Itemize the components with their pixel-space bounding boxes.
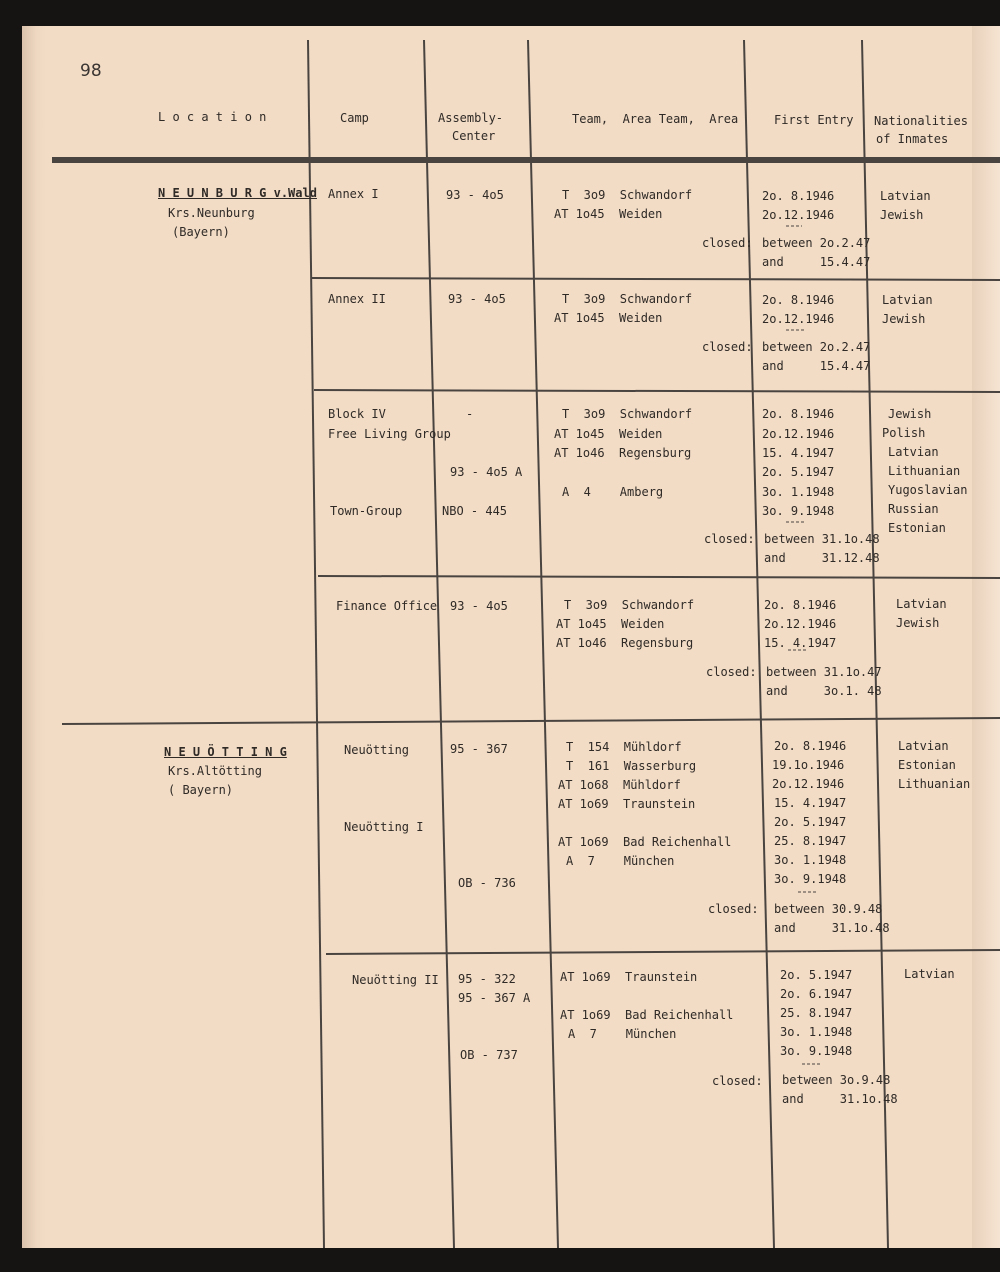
camp-name: Free Living Group (328, 427, 451, 441)
team-line: T 154 Mühldorf (566, 740, 682, 754)
camp-name: Neuötting II (352, 973, 439, 987)
assembly-center: 95 - 322 (458, 972, 516, 986)
location-kreis: Krs.Altötting (168, 764, 262, 778)
header-nationalities: Nationalities (874, 114, 968, 128)
entry-date: 2o. 8.1946 (764, 598, 837, 612)
entry-date: and 31.1o.48 (782, 1092, 898, 1106)
entry-date: 25. 8.1947 (780, 1006, 853, 1020)
assembly-center: 93 - 4o5 (448, 292, 506, 306)
entry-date: 2o.12.1946 (772, 777, 845, 791)
closed-label: closed: (706, 665, 757, 679)
nationality: Estonian (898, 758, 956, 772)
entry-date: 3o. 9.1948 (774, 872, 847, 886)
entry-date: 2o.12.1946 (762, 208, 835, 222)
header-assembly-2: Center (452, 129, 496, 143)
closed-label: closed: (702, 340, 753, 354)
entry-date: between 2o.2.47 (762, 236, 871, 250)
nationality: Latvian (882, 293, 933, 307)
camp-name: Neuötting I (344, 820, 424, 834)
entry-date: 2o. 8.1946 (762, 407, 835, 421)
location-kreis: Krs.Neunburg (168, 206, 255, 220)
assembly-center: NBO - 445 (442, 504, 508, 518)
camp-name: Finance Office (336, 599, 438, 613)
nationality: Latvian (898, 739, 949, 753)
entry-date: 2o.12.1946 (762, 312, 835, 326)
team-line: AT 1o45 Weiden (554, 427, 663, 441)
team-line: AT 1o69 Bad Reichenhall (558, 835, 732, 849)
team-line: AT 1o45 Weiden (554, 207, 663, 221)
entry-date: and 15.4.47 (762, 255, 871, 269)
assembly-center: 93 - 4o5 (450, 599, 508, 613)
entry-date: 2o. 5.1947 (762, 465, 835, 479)
nationality: Latvian (888, 445, 939, 459)
nationality: Yugoslavian (888, 483, 968, 497)
entry-date: 3o. 9.1948 (780, 1044, 853, 1058)
team-line: T 3o9 Schwandorf (562, 407, 693, 421)
camp-name: Block IV (328, 407, 386, 421)
nationality: Latvian (880, 189, 931, 203)
nationality: Estonian (888, 521, 946, 535)
team-line: AT 1o46 Regensburg (556, 636, 694, 650)
entry-date: 15. 4.1947 (774, 796, 847, 810)
header-location: L o c a t i o n (158, 110, 267, 124)
camp-name: Annex I (328, 187, 379, 201)
assembly-center: 93 - 4o5 A (450, 465, 523, 479)
header-assembly: Assembly- (438, 111, 504, 125)
entry-date: 15. 4.1947 (764, 636, 837, 650)
camp-name: Town-Group (330, 504, 403, 518)
camp-name: Annex II (328, 292, 386, 306)
team-line: AT 1o68 Mühldorf (558, 778, 681, 792)
nationality: Russian (888, 502, 939, 516)
entry-date: 2o. 5.1947 (774, 815, 847, 829)
team-line: T 3o9 Schwandorf (564, 598, 695, 612)
header-camp: Camp (340, 111, 369, 125)
team-line: AT 1o45 Weiden (556, 617, 665, 631)
entry-date: and 31.12.48 (764, 551, 880, 565)
entry-date: 3o. 1.1948 (780, 1025, 853, 1039)
assembly-center: OB - 736 (458, 876, 516, 890)
team-line: T 3o9 Schwandorf (562, 292, 693, 306)
entry-date: and 3o.1. 48 (766, 684, 882, 698)
team-line: T 3o9 Schwandorf (562, 188, 693, 202)
team-line: AT 1o46 Regensburg (554, 446, 692, 460)
closed-label: closed: (702, 236, 753, 250)
entry-date: 2o. 6.1947 (780, 987, 853, 1001)
entry-date: 3o. 1.1948 (762, 485, 835, 499)
entry-date: 19.1o.1946 (772, 758, 845, 772)
team-line: A 7 München (566, 854, 675, 868)
entry-date: 25. 8.1947 (774, 834, 847, 848)
entry-date: between 31.1o.48 (764, 532, 880, 546)
assembly-center: 93 - 4o5 (446, 188, 504, 202)
nationality: Lithuanian (898, 777, 971, 791)
entry-date: 15. 4.1947 (762, 446, 835, 460)
location-land: ( Bayern) (168, 783, 234, 797)
team-line: T 161 Wasserburg (566, 759, 697, 773)
entry-date: 2o. 5.1947 (780, 968, 853, 982)
nationality: Lithuanian (888, 464, 961, 478)
entry-date: 2o. 8.1946 (762, 293, 835, 307)
team-line: AT 1o69 Traunstein (560, 970, 698, 984)
header-first-entry: First Entry (774, 113, 854, 127)
entry-date: 3o. 9.1948 (762, 504, 835, 518)
entry-date: 2o.12.1946 (764, 617, 837, 631)
document-page (22, 26, 1000, 1248)
entry-date: between 3o.9.48 (782, 1073, 891, 1087)
team-line: AT 1o69 Bad Reichenhall (560, 1008, 734, 1022)
team-line: A 7 München (568, 1027, 677, 1041)
nationality: Jewish (880, 208, 924, 222)
entry-date: between 30.9.48 (774, 902, 883, 916)
closed-label: closed: (708, 902, 759, 916)
assembly-center: - (466, 407, 474, 421)
entry-date: 2o.12.1946 (762, 427, 835, 441)
entry-date: between 31.1o.47 (766, 665, 882, 679)
closed-label: closed: (712, 1074, 763, 1088)
entry-date: and 31.1o.48 (774, 921, 890, 935)
nationality: Jewish (882, 312, 926, 326)
entry-date: 3o. 1.1948 (774, 853, 847, 867)
page-number: 98 (80, 61, 102, 81)
location-name: N E U N B U R G v.Wald (158, 186, 317, 200)
nationality: Polish (882, 426, 926, 440)
nationality: Jewish (888, 407, 932, 421)
location-land: (Bayern) (172, 225, 230, 239)
entry-date: 2o. 8.1946 (762, 189, 835, 203)
entry-date: between 2o.2.47 (762, 340, 871, 354)
nationality: Jewish (896, 616, 940, 630)
nationality: Latvian (904, 967, 955, 981)
header-nationalities-2: of Inmates (876, 132, 949, 146)
assembly-center: 95 - 367 A (458, 991, 531, 1005)
team-line: A 4 Amberg (562, 485, 664, 499)
nationality: Latvian (896, 597, 947, 611)
assembly-center: 95 - 367 (450, 742, 508, 756)
team-line: AT 1o69 Traunstein (558, 797, 696, 811)
entry-date: and 15.4.47 (762, 359, 871, 373)
location-name: N E U Ö T T I N G (164, 745, 287, 759)
header-team: Team, Area Team, Area (572, 112, 739, 126)
team-line: AT 1o45 Weiden (554, 311, 663, 325)
camp-name: Neuötting (344, 743, 410, 757)
assembly-center: OB - 737 (460, 1048, 518, 1062)
entry-date: 2o. 8.1946 (774, 739, 847, 753)
closed-label: closed: (704, 532, 755, 546)
